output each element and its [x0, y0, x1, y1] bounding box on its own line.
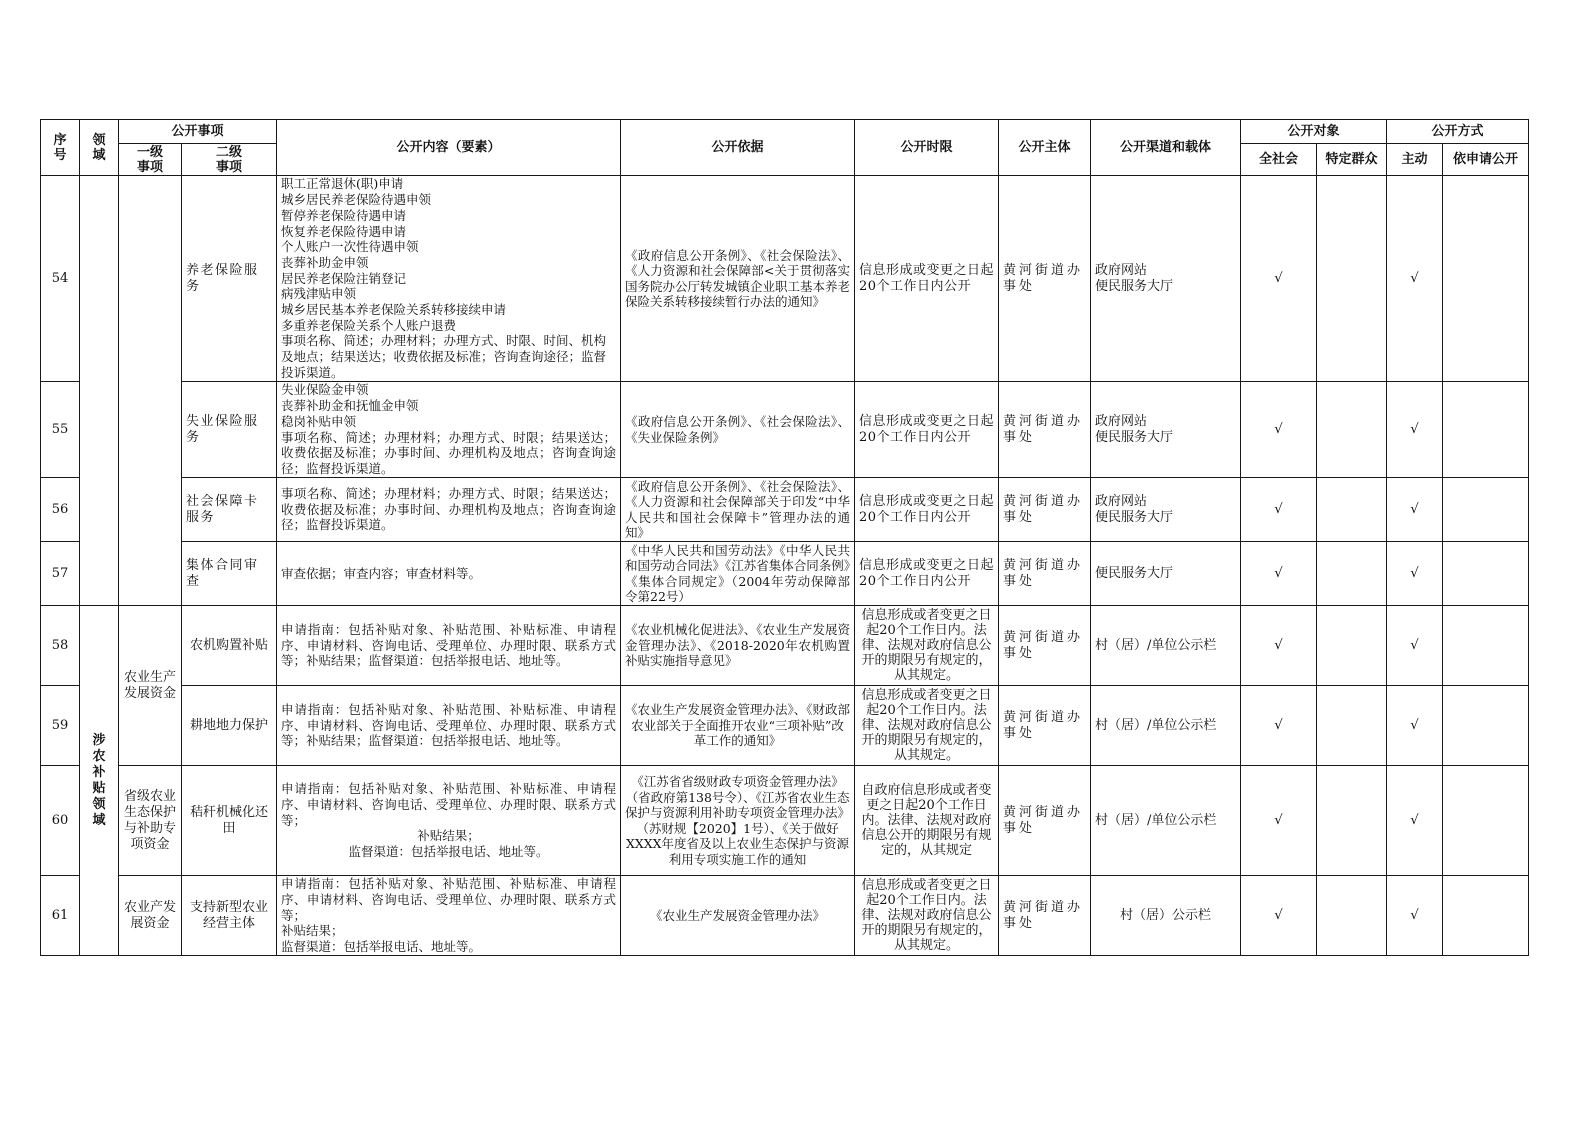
row-seq: 55 — [41, 382, 80, 478]
header-subject: 公开主体 — [999, 120, 1091, 176]
header-deadline: 公开时限 — [855, 120, 999, 176]
row-deadline: 自政府信息形成或者变更之日起20个工作日内。法律、法规对政府信息公开的期限另有规定的，从其规定 — [855, 766, 999, 876]
row-level2: 耕地地力保护 — [182, 686, 277, 766]
check-active: √ — [1387, 766, 1443, 876]
row-seq: 57 — [41, 542, 80, 606]
field-agri-subsidy: 涉农补贴领域 — [80, 606, 119, 956]
row-seq: 59 — [41, 686, 80, 766]
header-field: 领域 — [80, 120, 119, 176]
row-content-result: 补贴结果； — [417, 828, 480, 844]
row-deadline: 信息形成或者变更之日起20个工作日内。法律、法规对政府信息公开的期限另有规定的，从其规定。 — [855, 606, 999, 686]
header-audience-specific: 特定群众 — [1317, 144, 1387, 176]
check-specific-empty — [1317, 478, 1387, 542]
row-channel: 村（居）公示栏 — [1091, 876, 1241, 956]
header-basis: 公开依据 — [621, 120, 855, 176]
check-specific-empty — [1317, 876, 1387, 956]
row-level2: 社会保障卡服务 — [182, 478, 277, 542]
header-method-active: 主动 — [1387, 144, 1443, 176]
row-basis: 《江苏省省级财政专项资金管理办法》（省政府第138号令）、《江苏省农业生态保护与资源利用补助专项资金管理办法》（苏财规【2020】1号）、《关于做好XXXX年度省及以上农业生态保护与资源利用专项实施工作的通知 — [621, 766, 855, 876]
check-specific-empty — [1317, 542, 1387, 606]
row-channel: 政府网站 便民服务大厅 — [1091, 382, 1241, 478]
check-request-empty — [1443, 606, 1529, 686]
table-row — [41, 382, 1529, 478]
row-seq: 61 — [41, 876, 80, 956]
row-channel: 便民服务大厅 — [1091, 542, 1241, 606]
header-audience: 公开对象 — [1241, 120, 1387, 144]
row-level1: 农业生产发展资金 — [119, 606, 182, 766]
row-content: 申请指南：包括补贴对象、补贴范围、补贴标准、申请程序、申请材料、咨询电话、受理单位、办理时限、联系方式等；补贴结果；监督渠道：包括举报电话、地址等。 — [277, 686, 621, 766]
row-level2: 支持新型农业经营主体 — [182, 876, 277, 956]
row-seq: 60 — [41, 766, 80, 876]
check-all-society: √ — [1241, 176, 1317, 382]
header-seq: 序号 — [41, 120, 80, 176]
check-active: √ — [1387, 606, 1443, 686]
table-row — [41, 478, 1529, 542]
check-all-society: √ — [1241, 686, 1317, 766]
check-all-society: √ — [1241, 478, 1317, 542]
check-request-empty — [1443, 176, 1529, 382]
row-seq: 56 — [41, 478, 80, 542]
row-level2: 集体合同审查 — [182, 542, 277, 606]
check-request-empty — [1443, 876, 1529, 956]
row-deadline: 信息形成或变更之日起20个工作日内公开 — [855, 176, 999, 382]
row-subject: 黄河街道办事处 — [999, 176, 1091, 382]
check-request-empty — [1443, 766, 1529, 876]
row-level1: 省级农业生态保护与补助专项资金 — [119, 766, 182, 876]
row-level2: 养老保险服务 — [182, 176, 277, 382]
row-subject: 黄河街道办事处 — [999, 478, 1091, 542]
row-seq: 54 — [41, 176, 80, 382]
row-content: 失业保险金申领 丧葬补助金和抚恤金申领 稳岗补贴申领 事项名称、简述；办理材料；办理方式、时限；结果送达；收费依据及标准；办事时间、办理机构及地点；咨询查询途径；监督投诉渠道。 — [277, 382, 621, 478]
row-basis: 《农业生产发展资金管理办法》 — [621, 876, 855, 956]
header-audience-all: 全社会 — [1241, 144, 1317, 176]
row-channel: 政府网站 便民服务大厅 — [1091, 176, 1241, 382]
row-content: 职工正常退休(职)申请 城乡居民养老保险待遇申领 暂停养老保险待遇申请 恢复养老保险待遇申请 个人账户一次性待遇申领 丧葬补助金申领 居民养老保险注销登记 病残津贴申领 城乡居民基本养老保险关系转移接续申请 多重养老保险关系个人账户退费 事项名称、简述；办理材料；办理方式、时限、时间、机构及地点；结果送达；收费依据及标准；咨询查询途径；监督投诉渠道。 — [277, 176, 621, 382]
check-specific-empty — [1317, 176, 1387, 382]
row-content — [277, 766, 621, 876]
level1-cell-empty — [119, 176, 182, 606]
row-basis: 《政府信息公开条例》、《社会保险法》、《人力资源和社会保障部关于印发“中华人民共和国社会保障卡”管理办法的通知》 — [621, 478, 855, 542]
row-basis: 《中华人民共和国劳动法》《中华人民共和国劳动合同法》《江苏省集体合同条例》《集体合同规定》（2004年劳动保障部令第22号） — [621, 542, 855, 606]
row-channel: 村（居）/单位公示栏 — [1091, 686, 1241, 766]
row-deadline: 信息形成或变更之日起20个工作日内公开 — [855, 542, 999, 606]
row-content-guide: 申请指南：包括补贴对象、补贴范围、补贴标准、申请程序、申请材料、咨询电话、受理单位、办理时限、联系方式等； — [281, 781, 617, 828]
row-subject: 黄河街道办事处 — [999, 542, 1091, 606]
row-subject: 黄河街道办事处 — [999, 686, 1091, 766]
row-content: 事项名称、简述；办理材料；办理方式、时限；结果送达；收费依据及标准；办事时间、办理机构及地点；咨询查询途径；监督投诉渠道。 — [277, 478, 621, 542]
row-basis: 《农业生产发展资金管理办法》、《财政部农业部关于全面推开农业“三项补贴”改革工作的通知》 — [621, 686, 855, 766]
disclosure-table — [40, 119, 1529, 956]
row-basis: 《政府信息公开条例》、《社会保险法》、《人力资源和社会保障部<关于贯彻落实国务院办公厅转发城镇企业职工基本养老保险关系转移接续暂行办法的通知》 — [621, 176, 855, 382]
check-active: √ — [1387, 176, 1443, 382]
row-deadline: 信息形成或变更之日起20个工作日内公开 — [855, 478, 999, 542]
check-all-society: √ — [1241, 876, 1317, 956]
header-method: 公开方式 — [1387, 120, 1529, 144]
check-request-empty — [1443, 382, 1529, 478]
check-active: √ — [1387, 542, 1443, 606]
row-content: 审查依据；审查内容；审查材料等。 — [277, 542, 621, 606]
row-subject: 黄河街道办事处 — [999, 382, 1091, 478]
header-method-request: 依申请公开 — [1443, 144, 1529, 176]
header-content: 公开内容（要素） — [277, 120, 621, 176]
header-level2: 二级事项 — [182, 144, 277, 176]
row-seq: 58 — [41, 606, 80, 686]
row-subject: 黄河街道办事处 — [999, 766, 1091, 876]
row-basis: 《农业机械化促进法》、《农业生产发展资金管理办法》、《2018-2020年农机购置补贴实施指导意见》 — [621, 606, 855, 686]
header-row-1 — [41, 120, 1529, 144]
check-specific-empty — [1317, 606, 1387, 686]
check-active: √ — [1387, 478, 1443, 542]
check-request-empty — [1443, 478, 1529, 542]
check-all-society: √ — [1241, 382, 1317, 478]
table-row — [41, 606, 1529, 686]
check-all-society: √ — [1241, 606, 1317, 686]
row-content: 申请指南：包括补贴对象、补贴范围、补贴标准、申请程序、申请材料、咨询电话、受理单位、办理时限、联系方式等；补贴结果；监督渠道：包括举报电话、地址等。 — [277, 606, 621, 686]
check-specific-empty — [1317, 686, 1387, 766]
check-active: √ — [1387, 876, 1443, 956]
row-level1: 农业产发展资金 — [119, 876, 182, 956]
check-all-society: √ — [1241, 766, 1317, 876]
check-request-empty — [1443, 686, 1529, 766]
table-row — [41, 766, 1529, 876]
row-content: 申请指南：包括补贴对象、补贴范围、补贴标准、申请程序、申请材料、咨询电话、受理单位、办理时限、联系方式等； 补贴结果； 监督渠道：包括举报电话、地址等。 — [277, 876, 621, 956]
row-channel: 村（居）/单位公示栏 — [1091, 606, 1241, 686]
field-cell-empty — [80, 176, 119, 606]
row-basis: 《政府信息公开条例》、《社会保险法》、《失业保险条例》 — [621, 382, 855, 478]
header-items: 公开事项 — [119, 120, 277, 144]
table-row — [41, 542, 1529, 606]
check-all-society: √ — [1241, 542, 1317, 606]
row-subject: 黄河街道办事处 — [999, 606, 1091, 686]
table-row — [41, 686, 1529, 766]
header-channel: 公开渠道和载体 — [1091, 120, 1241, 176]
header-level1: 一级事项 — [119, 144, 182, 176]
table-row — [41, 876, 1529, 956]
row-channel: 政府网站 便民服务大厅 — [1091, 478, 1241, 542]
row-deadline: 信息形成或者变更之日起20个工作日内。法律、法规对政府信息公开的期限另有规定的，从其规定。 — [855, 686, 999, 766]
check-specific-empty — [1317, 382, 1387, 478]
row-deadline: 信息形成或者变更之日起20个工作日内。法律、法规对政府信息公开的期限另有规定的，从其规定。 — [855, 876, 999, 956]
check-specific-empty — [1317, 766, 1387, 876]
check-request-empty — [1443, 542, 1529, 606]
check-active: √ — [1387, 382, 1443, 478]
check-active: √ — [1387, 686, 1443, 766]
row-level2: 农机购置补贴 — [182, 606, 277, 686]
row-content-supervision: 监督渠道：包括举报电话、地址等。 — [348, 844, 549, 860]
row-level2: 失业保险服务 — [182, 382, 277, 478]
table-row — [41, 176, 1529, 382]
row-channel: 村（居）/单位公示栏 — [1091, 766, 1241, 876]
row-deadline: 信息形成或变更之日起20个工作日内公开 — [855, 382, 999, 478]
row-subject: 黄河街道办事处 — [999, 876, 1091, 956]
row-level2: 秸秆机械化还田 — [182, 766, 277, 876]
